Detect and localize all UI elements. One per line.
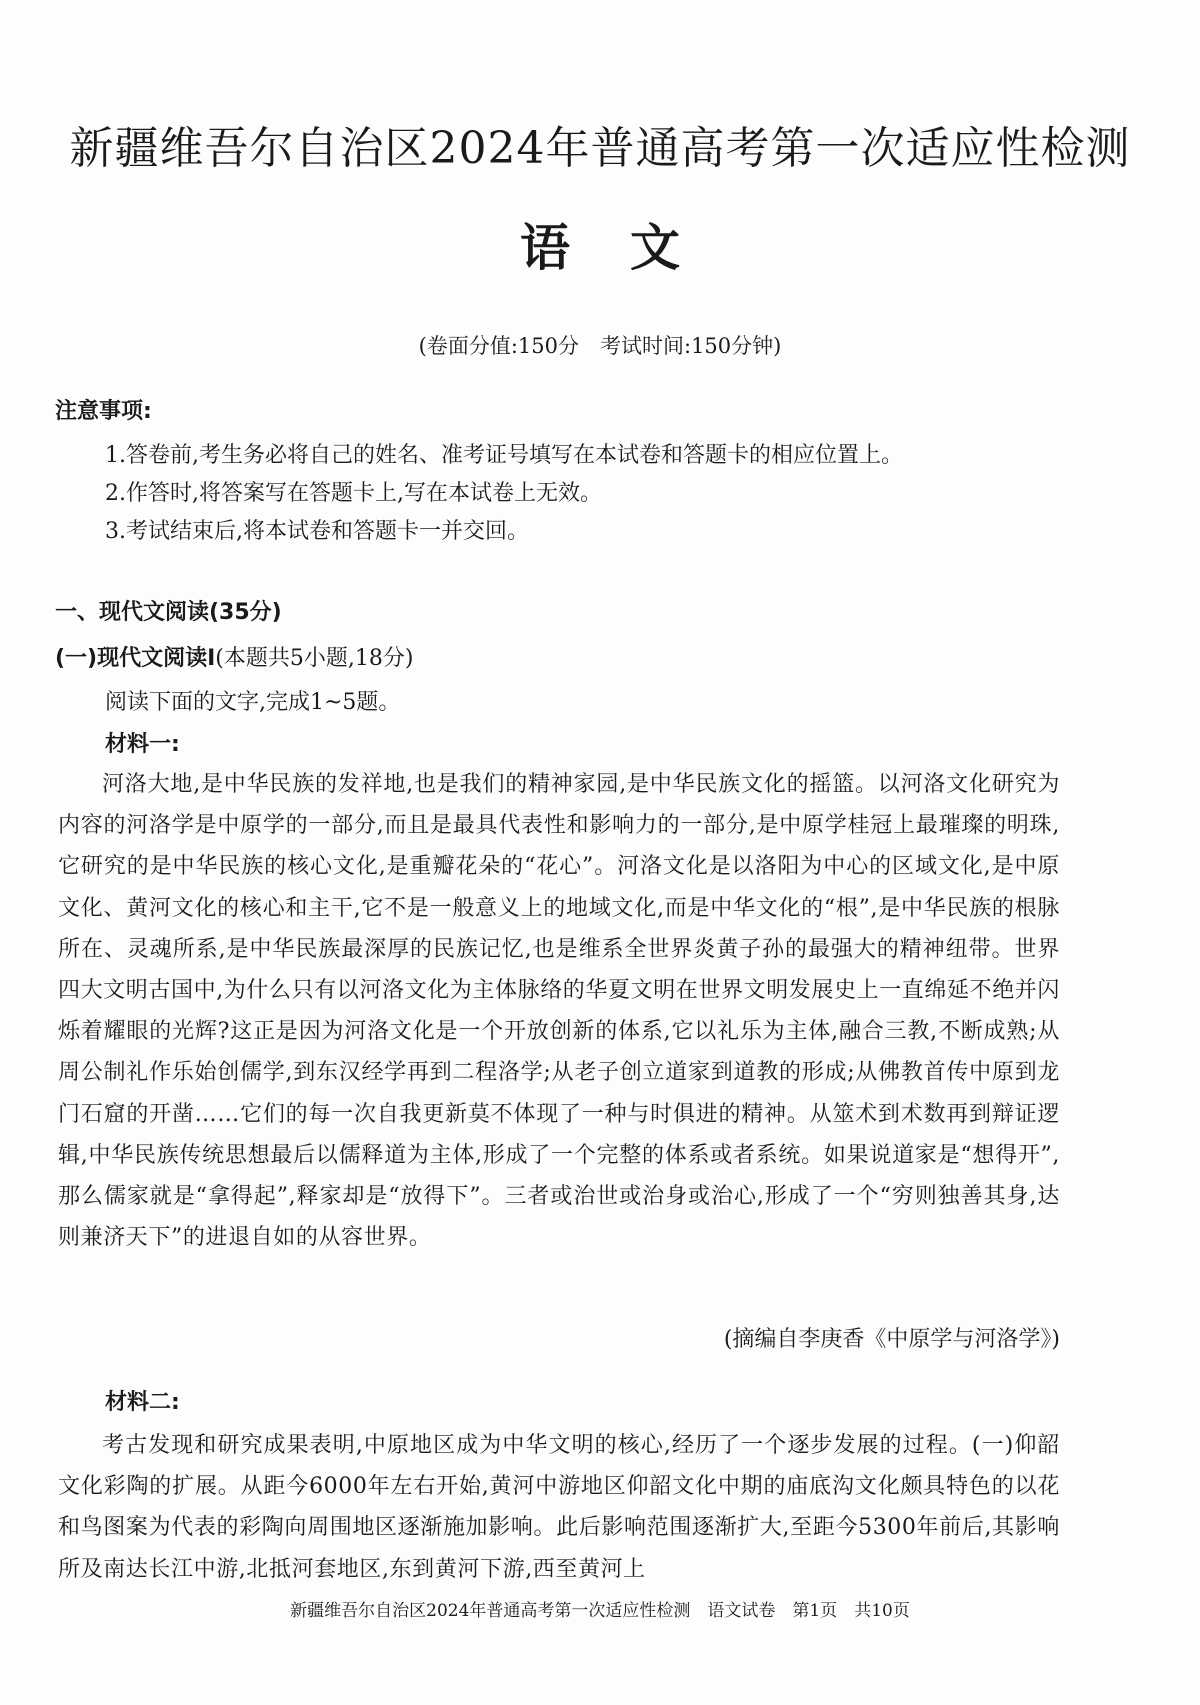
material-1-source: (摘编自李庚香《中原学与河洛学》) [723, 1327, 1060, 1352]
subject-title: 语文 [520, 218, 740, 277]
exam-meta: (卷面分值:150分 考试时间:150分钟) [418, 334, 782, 358]
note-item: 3.考试结束后,将本试卷和答题卡一并交回。 [105, 519, 529, 544]
note-item: 1.答卷前,考生务必将自己的姓名、准考证号填写在本试卷和答题卡的相应位置上。 [105, 443, 903, 468]
page-footer: 新疆维吾尔自治区2024年普通高考第一次适应性检测 语文试卷 第1页 共10页 [290, 1601, 910, 1621]
exam-title: 新疆维吾尔自治区2024年普通高考第一次适应性检测 [69, 123, 1131, 174]
note-item: 2.作答时,将答案写在答题卡上,写在本试卷上无效。 [105, 481, 602, 506]
material-2-label: 材料二: [105, 1390, 180, 1415]
material-1-label: 材料一: [105, 732, 180, 757]
material-1-text: 河洛大地,是中华民族的发祥地,也是我们的精神家园,是中华民族文化的摇篮。以河洛文化研究为内容的河洛学是中原学的一部分,而且是最具代表性和影响力的一部分,是中原学桂冠上最璀璨的明珠,它研究的是中华民族的核心文化,是重瓣花朵的“花心”。河洛文化是以洛阳为中心的区域文化,是中原文化、黄河文化的核心和主干,它不是一般意义上的地域文化,而是中华文化的“根”,是中华民族的根脉所在、灵魂所系,是中华民族最深厚的民族记忆,也是维系全世界炎黄子孙的最强大的精神纽带。世界四大文明古国中,为什么只有以河洛文化为主体脉络的华夏文明在世界文明发展史上一直绵延不绝并闪烁着耀眼的光辉?这正是因为河洛文化是一个开放创新的体系,它以礼乐为主体,融合三教,不断成熟;从周公制礼作乐始创儒学,到东汉经学再到二程洛学;从老子创立道家到道教的形成;从佛教首传中原到龙门石窟的开凿……它们的每一次自我更新莫不体现了一种与时俱进的精神。从筮术到术数再到辩证逻辑,中华民族传统思想最后以儒释道为主体,形成了一个完整的体系或者系统。如果说道家是“想得开”,那么儒家就是“拿得起”,释家却是“放得下”。三者或治世或治身或治心,形成了一个“穷则独善其身,达则兼济天下”的进退自如的从容世界。 [58, 772, 1060, 1251]
notes-heading: 注意事项: [55, 399, 152, 424]
material-2-text: 考古发现和研究成果表明,中原地区成为中华文明的核心,经历了一个逐步发展的过程。(一)仰韶文化彩陶的扩展。从距今6000年左右开始,黄河中游地区仰韶文化中期的庙底沟文化颇具特色的以花和鸟图案为代表的彩陶向周围地区逐渐施加影响。此后影响范围逐渐扩大,至距今5300年前后,其影响所及南达长江中游,北抵河套地区,东到黄河下游,西至黄河上 [58, 1433, 1060, 1582]
reading-instruction: 阅读下面的文字,完成1~5题。 [105, 690, 401, 715]
subsection-title: (一)现代文阅读Ⅰ [55, 646, 216, 671]
section-heading: 一、现代文阅读(35分) [55, 600, 282, 625]
subsection-detail: (本题共5小题,18分) [215, 646, 414, 671]
subsection-heading [55, 641, 413, 672]
